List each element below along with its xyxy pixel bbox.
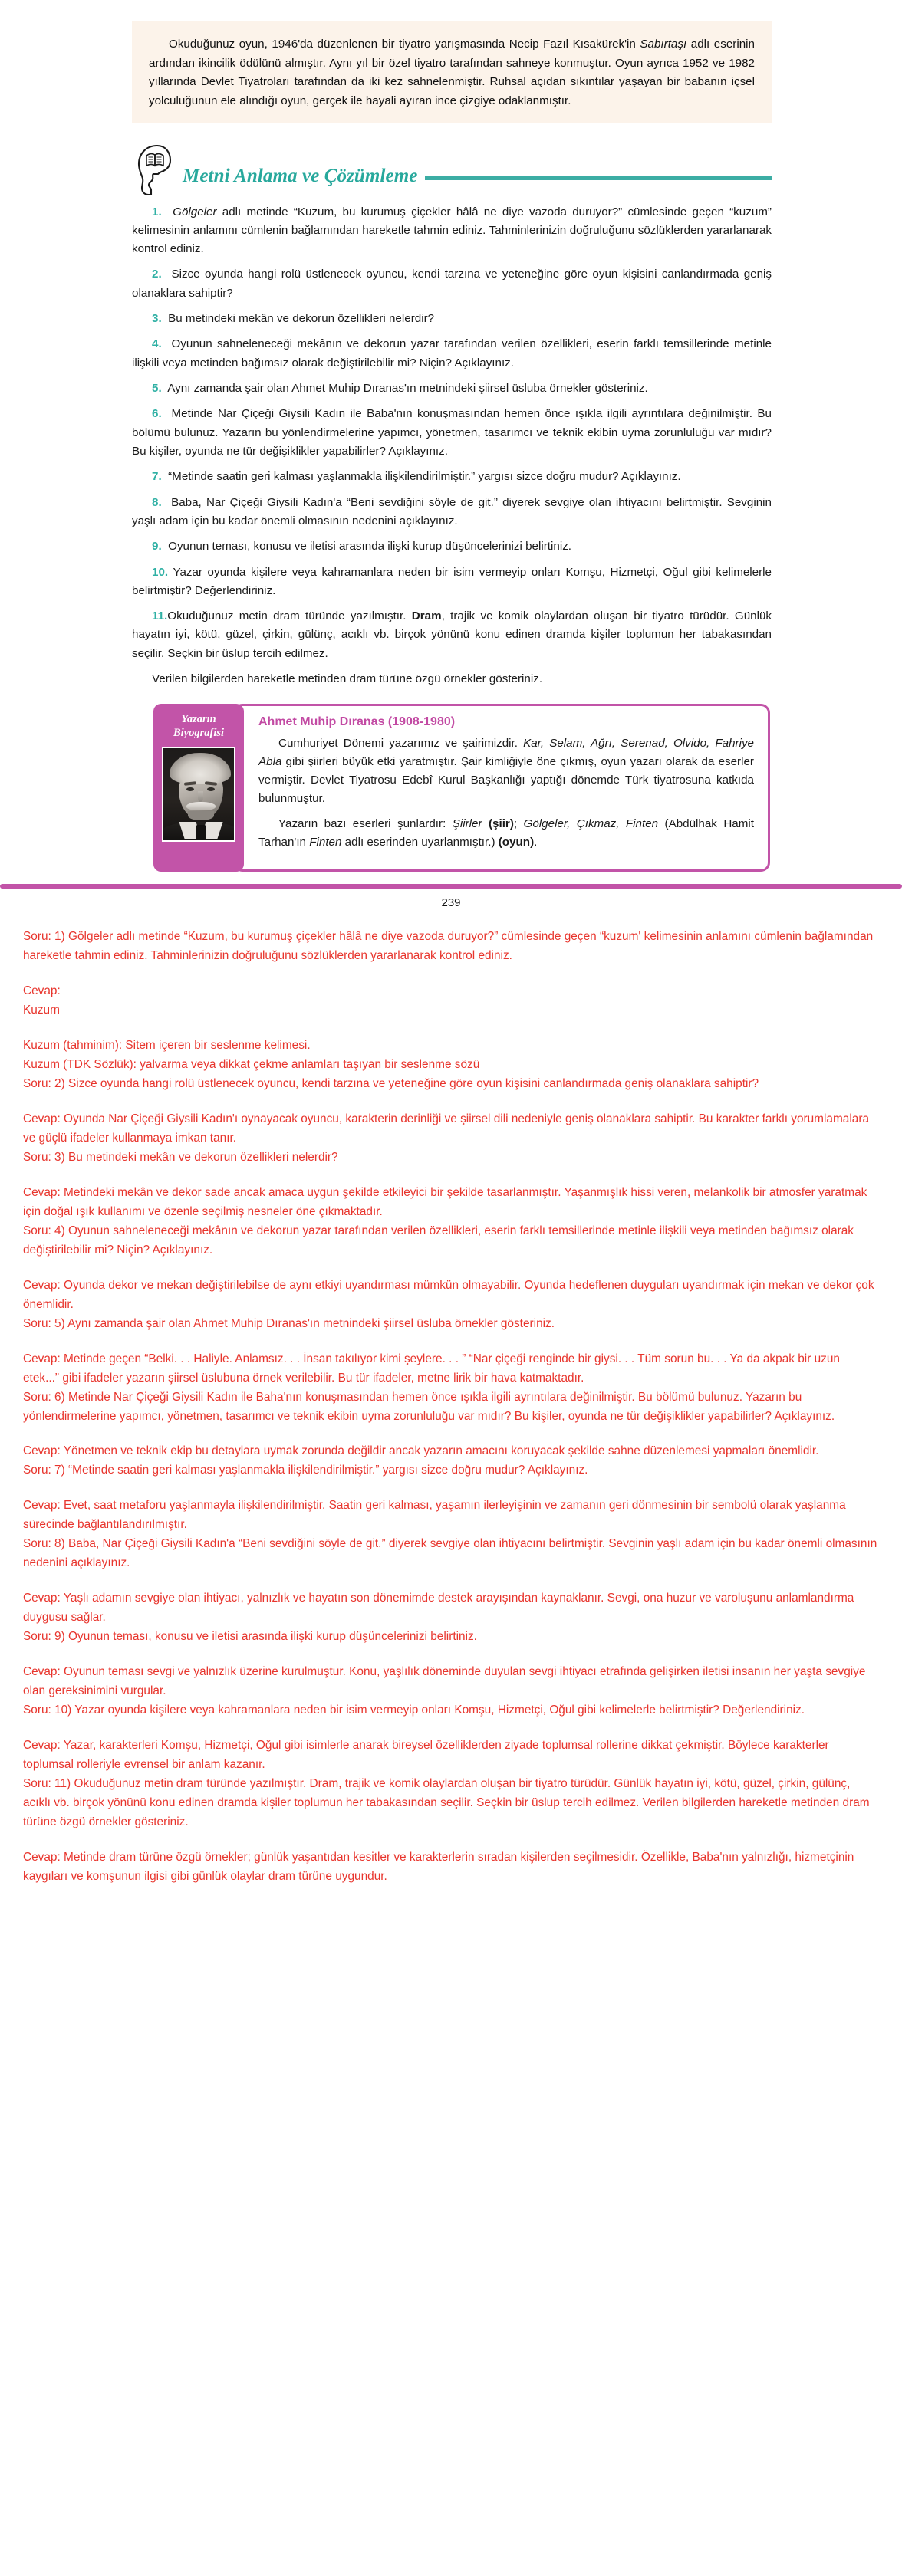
document-page bbox=[0, 21, 902, 1917]
question11-part1: Okuduğunuz metin dram türünde yazılmıştır. bbox=[167, 610, 412, 623]
biography-label-line2: Biyografisi bbox=[173, 727, 225, 740]
spacer bbox=[23, 1426, 879, 1442]
question11-part2: , trajik ve komik olaylardan oluşan bir tiyatro türüdür. Günlük hayatın iyi, kötü, güzel, çirkin, gülünç, acıklı vb. birçok yönünü konu edinen dramda kişiler toplumun her tabakasından seçilir. Seçkin bir üslup tercih edilmez. bbox=[132, 610, 772, 660]
question-text: Baba, Nar Çiçeği Giysili Kadın'a “Beni sevdiğini söyle de git.” diyerek sevgiye olan ihtiyacını belirtmiştir. Sevginin yaşlı adam için bu kadar önemli olmasının nedenini açıklayınız. bbox=[132, 495, 772, 527]
question-text: adlı metinde “Kuzum, bu kurumuş çiçekler hâlâ ne diye vazoda duruyor?” cümlesinde geçen “kuzum” kelimesinin anlamını cümlenin bağlamından hareketle tahmin ediniz. Tahminlerinizin doğruluğunu sözlüklerden yararlanarak kontrol ediniz. bbox=[132, 205, 772, 256]
answer-line: Soru: 7) “Metinde saatin geri kalması yaşlanmakla ilişkilendirilmiştir.” yargısı sizce doğru mudur? Açıklayınız. bbox=[23, 1464, 588, 1477]
answer-line: Cevap: bbox=[23, 984, 61, 998]
question-text: Bu metindeki mekân ve dekorun özellikleri nelerdir? bbox=[168, 312, 435, 326]
bio-p1-poem-titles: Kar, Selam, Ağrı, Serenad, Olvido, Fahriye Abla bbox=[258, 737, 754, 769]
question-item bbox=[132, 203, 772, 259]
spacer bbox=[23, 1094, 879, 1110]
answer-line: Soru: 11) Okuduğunuz metin dram türünde yazılmıştır. Dram, trajik ve komik olaylardan oluşan bir tiyatro türüdür. Günlük hayatın iyi, kötü, güzel, çirkin, gülünç, acıklı vb. birçok yönünü konu edinen dramda kişiler toplumun her tabakasından seçilir. Seçkin bir üslup tercih edilmez. Verilen bilgilerden hareketle metinden dram türüne özgü örnekler gösteriniz. bbox=[23, 1776, 870, 1829]
answer-line: Kuzum bbox=[23, 1004, 60, 1017]
answer-line: Cevap: Yönetmen ve teknik ekip bu detaylara uymak zorunda değildir ancak yazarın amacını koruyacak şekilde sahne düzenlemesi yapmaları önemlidir. bbox=[23, 1444, 819, 1458]
bio-p2-c: (Abdülhak Hamit Tarhan'ın bbox=[258, 817, 754, 849]
answer-line: Soru: 1) Gölgeler adlı metinde “Kuzum, bu kurumuş çiçekler hâlâ ne diye vazoda duruyor?” cümlesinde geçen “kuzum' kelimesinin anlamını cümlenin bağlamından hareketle tahmin ediniz. Tahminlerinizin doğruluğunu sözlüklerden yararlanarak kontrol ediniz. bbox=[23, 930, 874, 963]
spacer bbox=[23, 1480, 879, 1497]
answer-line: Cevap: Oyunda dekor ve mekan değiştirilebilse de aynı etkiyi uyandırması mümkün olmayabilir. Oyunda hedeflenen duyguları uyandırmak için mekan ve dekor çok önemlidir. bbox=[23, 1278, 874, 1311]
answer-line: Cevap: Metinde dram türüne özgü örnekler; günlük yaşantıdan kesitler ve karakterlerin sıradan kişilerden seçilmesidir. Özellikle, Baba'nın yalnızlığı, hizmetçinin kaygıları ve komşunun ilgisi gibi günlük olaylar dram türüne uygundur. bbox=[23, 1850, 854, 1883]
question-item-11 bbox=[132, 607, 772, 663]
biography-paragraph-2 bbox=[258, 815, 754, 852]
intro-paragraph bbox=[132, 21, 772, 123]
question-item bbox=[132, 335, 772, 373]
biography-content-panel bbox=[233, 704, 770, 872]
answer-line: Cevap: Metinde geçen “Belki. . . Haliyle. Anlamsız. . . İnsan takılıyor kimi şeylere. . . ” “Nar çiçeği renginde bir giysi. . . Tüm sorun bu. . . Ya da akpak bir uzun etek...” gibi ifadeler yazarın şiirsel üslubuna örnek verilebilir. Bu tür ifadeler, metne lirik bir hava katmaktadır. bbox=[23, 1352, 840, 1385]
question-number: 4. bbox=[152, 337, 162, 351]
bio-p2-a: Yazarın bazı eserleri şunlardır: bbox=[278, 817, 453, 831]
questions-list bbox=[132, 203, 772, 689]
spacer bbox=[23, 1573, 879, 1589]
section-title: Metni Anlama ve Çözümleme bbox=[183, 165, 418, 186]
author-name-heading: Ahmet Muhip Dıranas (1908-1980) bbox=[258, 715, 456, 729]
section-heading bbox=[132, 143, 772, 197]
spacer bbox=[23, 1720, 879, 1737]
spacer bbox=[23, 1020, 879, 1037]
textbook-page-region bbox=[0, 21, 902, 909]
answer-line: Cevap: Oyunda Nar Çiçeği Giysili Kadın'ı oynayacak oyuncu, karakterin derinliği ve şiirsel dili nedeniyle geniş olanaklara sahiptir. Bu karakter farklı yorumlamalara ve güçlü ifadeler kullanmaya imkan tanır. bbox=[23, 1112, 870, 1145]
answer-line: Soru: 6) Metinde Nar Çiçeği Giysili Kadın ile Baha'nın konuşmasından hemen önce ışıkla ilgili ayrıntılara değinilmiştir. Bu bölümü bulunuz. Yazarın bu yönlendirmelerine yapımcı, yönetmen, tasarımcı ve teknik ekibin uyma zorunluluğu var mıdır? Bu kişiler, oyunda ne tür değişiklikler yapabilirler? Açıklayınız. bbox=[23, 1390, 835, 1423]
author-portrait-photo bbox=[162, 747, 235, 842]
bio-p2-work1: Şiirler bbox=[452, 817, 482, 831]
spacer bbox=[23, 1334, 879, 1350]
spacer bbox=[23, 1647, 879, 1663]
answer-line: Soru: 9) Oyunun teması, konusu ve iletisi arasında ilişki kurup düşüncelerinizi belirtiniz. bbox=[23, 1630, 477, 1644]
bio-p1-a: Cumhuriyet Dönemi yazarımız ve şairimizdir. bbox=[278, 737, 524, 751]
question-item bbox=[132, 310, 772, 328]
answer-line: Soru: 3) Bu metindeki mekân ve dekorun özellikleri nelerdir? bbox=[23, 1151, 338, 1165]
question-text: Sizce oyunda hangi rolü üstlenecek oyuncu, kendi tarzına ve yeteneğine göre oyun kişisini canlandırmada geniş olanaklara sahiptir? bbox=[132, 268, 772, 300]
intro-text-part1: Okuduğunuz oyun, 1946'da düzenlenen bir tiyatro yarışmasında Necip Fazıl Kısakürek'in bbox=[169, 38, 640, 51]
spacer bbox=[23, 1168, 879, 1184]
question-item bbox=[132, 494, 772, 531]
biography-label bbox=[160, 713, 238, 740]
question-text: Oyunun teması, konusu ve iletisi arasında ilişki kurup düşüncelerinizi belirtiniz. bbox=[168, 540, 572, 554]
question11-bold-term: Dram bbox=[411, 610, 442, 623]
section-rule bbox=[425, 176, 772, 180]
answer-line: Soru: 8) Baba, Nar Çiçeği Giysili Kadın'a “Beni sevdiğini söyle de git.” diyerek sevgiye olan ihtiyacını belirtmiştir. Sevginin yaşlı adam için bu kadar önemli olmasının nedenini açıklayınız. bbox=[23, 1537, 877, 1570]
answer-line: Cevap: Oyunun teması sevgi ve yalnızlık üzerine kurulmuştur. Konu, yaşlılık döneminde duyulan sevgi ihtiyacı etrafında gelişirken iletisi insanın her yaşta sevgiye olan gereksinimini vurgular. bbox=[23, 1665, 866, 1698]
intro-italic-title: Sabırtaşı bbox=[640, 38, 687, 51]
question-text: “Metinde saatin geri kalması yaşlanmakla ilişkilendirilmiştir.” yargısı sizce doğru mudur? Açıklayınız. bbox=[168, 470, 681, 484]
question-item bbox=[132, 265, 772, 303]
question-number: 8. bbox=[152, 495, 162, 509]
answer-line: Soru: 10) Yazar oyunda kişilere veya kahramanlara neden bir isim vermeyip onları Komşu, Hizmetçi, Oğul gibi kelimelerle belirtmiştir? Değerlendiriniz. bbox=[23, 1703, 805, 1717]
biography-label-line1: Yazarın bbox=[181, 713, 216, 726]
question-number: 6. bbox=[152, 407, 162, 421]
bio-p2-work2: Gölgeler, Çıkmaz, Finten bbox=[523, 817, 659, 831]
spacer bbox=[23, 966, 879, 982]
question-number: 11. bbox=[152, 610, 168, 623]
answer-line: Soru: 4) Oyunun sahneleneceği mekânın ve dekorun yazar tarafından verilen özellikleri, eserin farklı temsillerinde metinle ilişkili veya metinden bağımsız olarak değiştirilebilir mi? Niçin? Açıklayınız. bbox=[23, 1224, 854, 1257]
question-item bbox=[132, 405, 772, 461]
answer-line: Soru: 2) Sizce oyunda hangi rolü üstlenecek oyuncu, kendi tarzına ve yeteneğine göre oyun kişisini canlandırmada geniş olanaklara sahiptir? bbox=[23, 1077, 759, 1091]
question-number: 5. bbox=[152, 382, 162, 395]
question-number: 10. bbox=[152, 565, 169, 579]
question-text: Oyunun sahneleneceği mekânın ve dekorun yazar tarafından verilen özellikleri, eserin farklı temsillerinde metinle ilişkili veya metinden bağımsız olarak değiştirilebilir mi? Niçin? Açıklayınız. bbox=[132, 337, 772, 370]
question-item bbox=[132, 468, 772, 486]
answer-line: Soru: 5) Aynı zamanda şair olan Ahmet Muhip Dıranas'ın metnindeki şiirsel üsluba örnekler gösteriniz. bbox=[23, 1316, 555, 1330]
question-number: 1. bbox=[152, 205, 162, 219]
biography-paragraph-1 bbox=[258, 734, 754, 808]
page-number: 239 bbox=[441, 896, 461, 910]
bio-p1-b: gibi şiirleri büyük etki yaratmıştır. Şair kimliğiyle öne çıkmış, oyun yazarı olarak da eserler vermiştir. Devlet Tiyatrosu Edebî Kurul Başkanlığı yaptığı dönemde Türk tiyatrosuna katkıda bulunmuştur. bbox=[258, 755, 754, 806]
closing-note: Verilen bilgilerden hareketle metinden dram türüne özgü örnekler gösteriniz. bbox=[152, 672, 543, 686]
spacer bbox=[23, 1832, 879, 1848]
answer-line: Kuzum (TDK Sözlük): yalvarma veya dikkat çekme anlamları taşıyan bir seslenme sözü bbox=[23, 1058, 480, 1072]
head-with-book-icon bbox=[132, 143, 179, 197]
question-number: 7. bbox=[152, 470, 162, 484]
bio-p2-mid: ; bbox=[513, 817, 524, 831]
spacer bbox=[23, 1260, 879, 1276]
question-item bbox=[132, 380, 772, 398]
question-number: 2. bbox=[152, 268, 162, 281]
question-text: Metinde Nar Çiçeği Giysili Kadın ile Baba'nın konuşmasından hemen önce ışıkla ilgili ayrıntılara değinilmiştir. Bu bölümü bulunuz. Yazarın bu yönlendirmelerine yapımcı, yönetmen, tasarımcı ve teknik ekibin uyma zorunluluğu var mıdır? Bu kişiler, oyunda ne tür değişiklikler yapabilirler? Açıklayınız. bbox=[132, 407, 772, 458]
answer-line: Cevap: Metindeki mekân ve dekor sade ancak amaca uygun şekilde etkileyici bir şekilde tasarlanmıştır. Yaşanmışlık hissi veren, melankolik bir atmosfer yaratmak için doğal ışık kullanımı ve özenle seçilmiş nesneler öne çıkmaktadır. bbox=[23, 1186, 867, 1218]
question-text: Yazar oyunda kişilere veya kahramanlara neden bir isim vermeyip onları Komşu, Hizmetçi, Oğul gibi kelimelerle belirtmiştir? Değerlendiriniz. bbox=[132, 565, 772, 597]
biography-label-panel bbox=[153, 704, 244, 872]
bio-p2-end: . bbox=[534, 836, 538, 849]
question-number: 9. bbox=[152, 540, 162, 554]
bio-p2-d: adlı eserinden uyarlanmıştır.) bbox=[341, 836, 499, 849]
question-item bbox=[132, 564, 772, 601]
author-biography-box bbox=[153, 704, 770, 872]
answer-line: Kuzum (tahminim): Sitem içeren bir seslenme kelimesi. bbox=[23, 1039, 311, 1053]
answers-transcript bbox=[0, 909, 902, 1917]
question-number: 3. bbox=[152, 312, 162, 326]
bio-p2-work3: Finten bbox=[309, 836, 342, 849]
bio-p2-genre2: (oyun) bbox=[498, 836, 535, 849]
question-italic-lead: Gölgeler bbox=[173, 205, 217, 219]
answer-line: Cevap: Yazar, karakterleri Komşu, Hizmetçi, Oğul gibi isimlerle anarak bireysel özelliklerden ziyade toplumsal rollerine dikkat çekmiştir. Böylece karakterler toplumsal rolleriyle evrensel bir anlam kazanır. bbox=[23, 1738, 829, 1771]
answer-line: Cevap: Yaşlı adamın sevgiye olan ihtiyacı, yalnızlık ve hayatın son dönemimde destek arayışından kaynaklanır. Sevgi, ona huzur ve varoluşunu anlamlandırma duygusu sağlar. bbox=[23, 1592, 854, 1625]
intro-text-part2: adlı eserinin ardından ikincilik ödülünü almıştır. Aynı yıl bir özel tiyatro tarafından sahneye konmuştur. Oyun ayrıca 1952 ve 1982 yıllarında Devlet Tiyatroları tarafından da iki kez sahnelenmiştir. Ruhsal açıdan sıkıntılar yaşayan bir babanın içsel yolculuğunun ele alındığı oyun, gerçek ile hayali ayıran ince çizgiye odaklanmıştır. bbox=[149, 38, 755, 107]
answer-line: Cevap: Evet, saat metaforu yaşlanmayla ilişkilendirilmiştir. Saatin geri kalması, yaşamın ilerleyişinin ve zamanın geri dönmesinin bir sembolü olarak yaşlanma sürecinde bağlantılandırılmıştır. bbox=[23, 1499, 846, 1532]
question-text: Aynı zamanda şair olan Ahmet Muhip Dıranas'ın metnindeki şiirsel üsluba örnekler gösteriniz. bbox=[167, 382, 648, 395]
bio-p2-genre1: (şiir) bbox=[482, 817, 514, 831]
question-item bbox=[132, 537, 772, 556]
